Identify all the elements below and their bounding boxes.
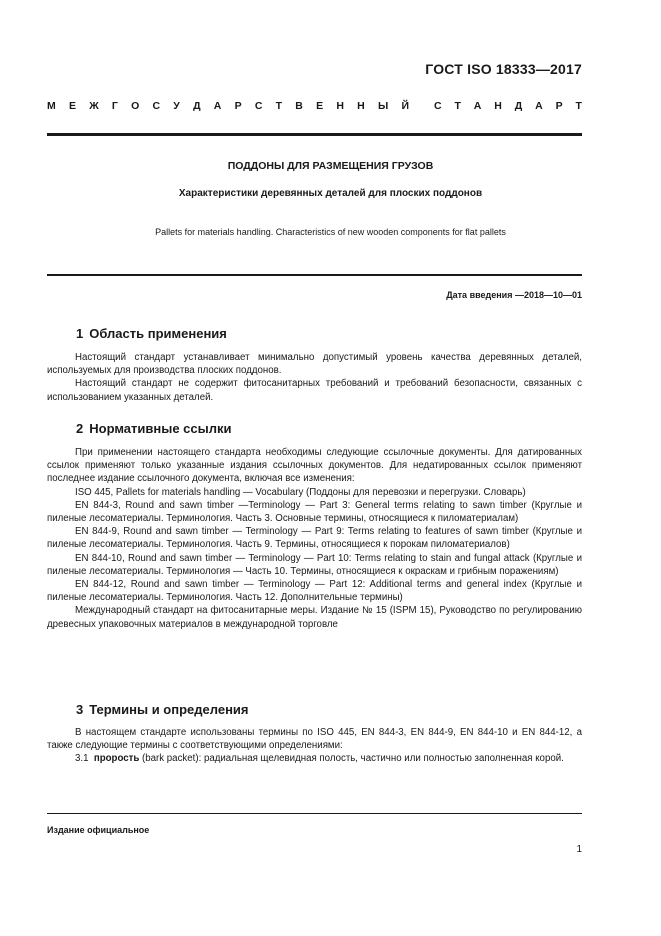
paragraph: Настоящий стандарт не содержит фитосанитарных требований и требований безопасности, связанных с использованием указанных деталей. bbox=[47, 378, 582, 403]
letter: У bbox=[173, 100, 180, 112]
section-heading bbox=[76, 702, 249, 717]
standard-type-word-standard bbox=[434, 100, 582, 112]
header-rule bbox=[47, 133, 582, 136]
section-number: 2 bbox=[76, 421, 84, 436]
letter: Т bbox=[275, 100, 283, 112]
letter: Р bbox=[555, 100, 563, 112]
section-body bbox=[47, 351, 582, 404]
letter: А bbox=[213, 100, 222, 112]
reference-item: EN 844-9, Round and sawn timber — Terminology — Part 9: Terms relating to features of sawn timber (Круглые и пиленые лесоматериалы. Терминология. Часть 9. Термины, относящиеся к порокам пиломатериалов) bbox=[47, 526, 582, 551]
letter: О bbox=[131, 100, 140, 112]
footer-rule bbox=[47, 813, 582, 814]
section-title: Область применения bbox=[89, 326, 227, 341]
reference-item: ISO 445, Pallets for materials handling — Vocabulary (Поддоны для перевозки и перегрузки. Словарь) bbox=[75, 486, 526, 498]
letter: Й bbox=[401, 100, 409, 112]
section-body bbox=[47, 726, 582, 766]
section-heading bbox=[76, 326, 227, 341]
letter: Н bbox=[336, 100, 344, 112]
title-rule bbox=[47, 274, 582, 276]
section-heading bbox=[76, 421, 231, 436]
letter: Т bbox=[575, 100, 582, 112]
standard-type-word-interstate bbox=[47, 100, 409, 112]
reference-item: Международный стандарт на фитосанитарные меры. Издание № 15 (ISPM 15), Руководство по регулированию древесных упаковочных материалов в международной торговле bbox=[47, 605, 582, 630]
letter: Ж bbox=[89, 100, 99, 112]
document-title-en: Pallets for materials handling. Characteristics of new wooden components for flat pallets bbox=[155, 227, 506, 237]
reference-item: EN 844-10, Round and sawn timber — Terminology — Part 10: Terms relating to stain and fungal attack (Круглые и пиленые лесоматериалы. Терминология — Часть 10. Термины, относящиеся к окраскам и грибным поражениям) bbox=[47, 552, 582, 577]
letter: А bbox=[535, 100, 543, 112]
letter: Н bbox=[494, 100, 502, 112]
page-number: 1 bbox=[576, 844, 582, 855]
term-definition bbox=[47, 752, 582, 765]
section-title: Термины и определения bbox=[89, 702, 249, 717]
letter: С bbox=[434, 100, 442, 112]
letter: С bbox=[254, 100, 263, 112]
letter: Н bbox=[357, 100, 365, 112]
document-code: ГОСТ ISO 18333—2017 bbox=[425, 61, 582, 77]
letter: Д bbox=[514, 100, 523, 112]
section-number: 3 bbox=[76, 702, 84, 717]
section-body bbox=[47, 446, 582, 631]
term-definition-text: (bark packet): радиальная щелевидная полость, частично или полностью заполненная корой. bbox=[139, 753, 564, 765]
document-title-ru: ПОДДОНЫ ДЛЯ РАЗМЕЩЕНИЯ ГРУЗОВ bbox=[227, 160, 434, 172]
paragraph: В настоящем стандарте использованы термины по ISO 445, EN 844-3, EN 844-9, EN 844-10 и EN 844-12, а также следующие термины с соответствующими определениями: bbox=[47, 727, 582, 752]
letter: Ы bbox=[377, 100, 389, 112]
letter: Д bbox=[193, 100, 201, 112]
letter: Г bbox=[111, 100, 118, 112]
letter: А bbox=[473, 100, 482, 112]
edition-label: Издание официальное bbox=[47, 825, 150, 835]
standard-type-line bbox=[47, 100, 582, 112]
reference-item: EN 844-12, Round and sawn timber — Terminology — Part 12: Additional terms and general index (Круглые и пиленые лесоматериалы. Терминология. Часть 12. Дополнительные термины) bbox=[47, 579, 582, 604]
paragraph: При применении настоящего стандарта необходимы следующие ссылочные документы. Для датированных ссылок применяют только указанные издания ссылочных документов. Для недатированных ссылок применяют последнее издание ссылочного документа, включая все изменения: bbox=[47, 447, 582, 485]
reference-item: EN 844-3, Round and sawn timber —Terminology — Part 3: General terms relating to sawn timber (Круглые и пиленые лесоматериалы. Терминология. Часть 3. Основные термины, относящиеся к пиломатериалам) bbox=[47, 499, 582, 525]
section-title: Нормативные ссылки bbox=[89, 421, 232, 436]
letter: В bbox=[295, 100, 303, 112]
introduction-date: Дата введения —2018—10—01 bbox=[446, 290, 582, 300]
term-name: прорость bbox=[93, 753, 140, 765]
term-number: 3.1 bbox=[75, 753, 89, 765]
paragraph: Настоящий стандарт устанавливает минимально допустимый уровень качества деревянных деталей, используемых для производства плоских поддонов. bbox=[47, 352, 582, 377]
letter: Е bbox=[316, 100, 324, 112]
letter: М bbox=[47, 100, 56, 112]
letter: Е bbox=[68, 100, 76, 112]
letter: С bbox=[152, 100, 161, 112]
section-number: 1 bbox=[76, 326, 84, 341]
letter: Р bbox=[234, 100, 242, 112]
letter: Т bbox=[454, 100, 461, 112]
document-subtitle-ru: Характеристики деревянных деталей для плоских поддонов bbox=[178, 188, 483, 199]
